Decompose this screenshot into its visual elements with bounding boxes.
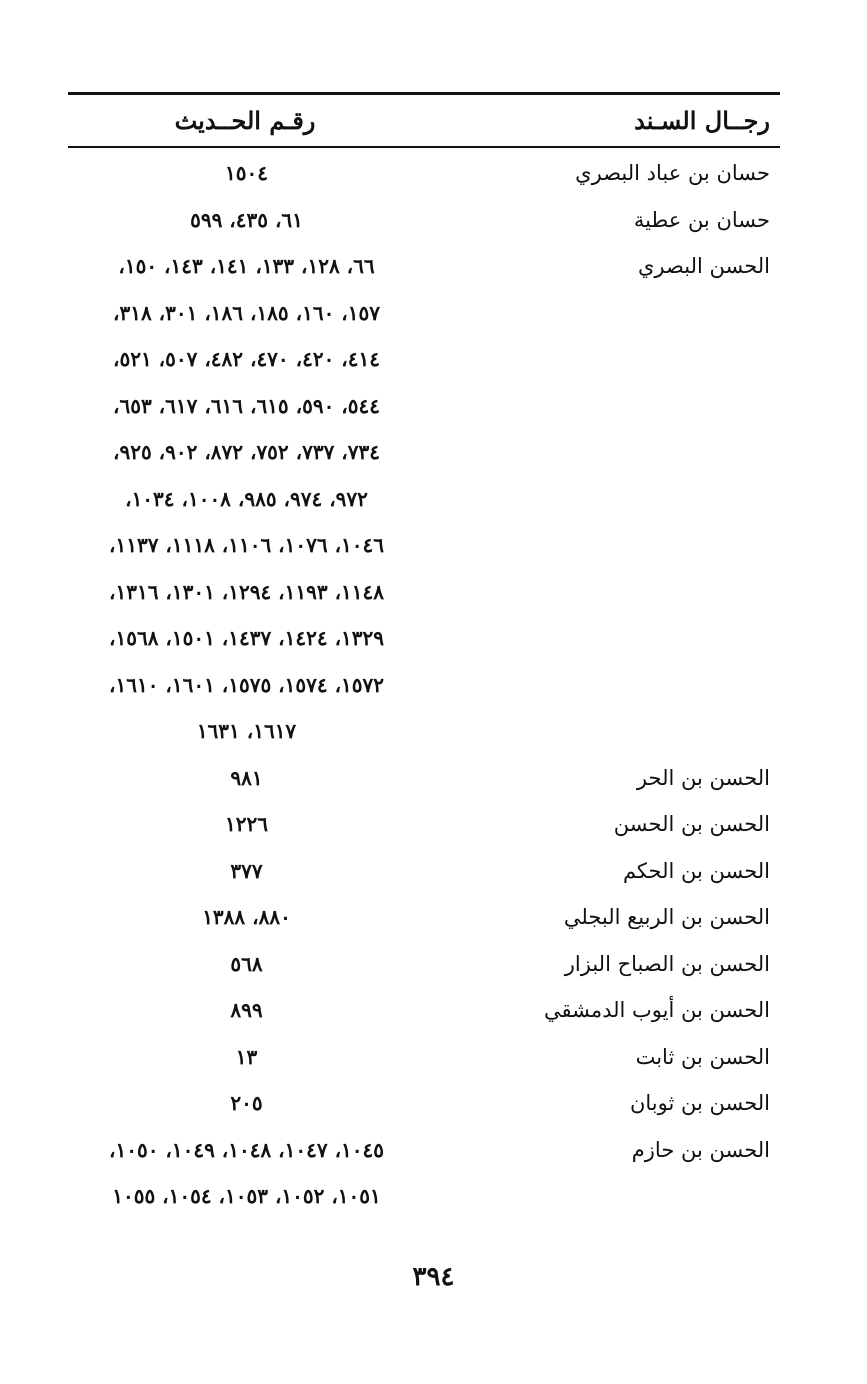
index-row bbox=[68, 1127, 780, 1220]
narrator-name: الحسن البصري bbox=[638, 254, 770, 278]
narrator-name: الحسن بن الحكم bbox=[622, 858, 770, 883]
narrator-name: الحسن بن الحسن bbox=[613, 812, 770, 836]
hadith-numbers-line: ٨٨٠، ١٣٨٨ bbox=[202, 905, 291, 929]
header-hadith-numbers: رقـم الحــديث bbox=[174, 106, 316, 135]
narrator-name: الحسن بن ثابت bbox=[635, 1044, 770, 1069]
hadith-numbers-line: ٨٩٩ bbox=[230, 998, 263, 1022]
narrator-name: حسان بن عباد البصري bbox=[575, 161, 770, 185]
hadith-number-list bbox=[68, 941, 425, 988]
hadith-number-list bbox=[68, 1127, 425, 1220]
hadith-numbers-line: ١٠٤٥، ١٠٤٧، ١٠٤٨، ١٠٤٩، ١٠٥٠، bbox=[109, 1137, 384, 1162]
hadith-numbers-line: ٤١٤، ٤٢٠، ٤٧٠، ٤٨٢، ٥٠٧، ٥٢١، bbox=[113, 347, 380, 371]
narrator-name: الحسن بن الحر bbox=[636, 765, 770, 790]
hadith-numbers-line: ١١٤٨، ١١٩٣، ١٢٩٤، ١٣٠١، ١٣١٦، bbox=[109, 579, 384, 604]
hadith-numbers-line: ١٥٧٢، ١٥٧٤، ١٥٧٥، ١٦٠١، ١٦١٠، bbox=[109, 672, 384, 697]
hadith-numbers-line: ١٥٠٤ bbox=[225, 161, 268, 185]
hadith-numbers-line: ٢٠٥ bbox=[230, 1091, 263, 1115]
index-row bbox=[68, 848, 780, 895]
index-row bbox=[68, 801, 780, 848]
hadith-numbers-line: ١٥٧، ١٦٠، ١٨٥، ١٨٦، ٣٠١، ٣١٨، bbox=[113, 300, 380, 325]
index-row bbox=[68, 197, 780, 244]
table-header bbox=[68, 98, 780, 144]
index-row bbox=[68, 987, 780, 1034]
narrator-name: الحسن بن الصباح البزار bbox=[564, 951, 770, 976]
hadith-number-list bbox=[68, 848, 425, 895]
hadith-number-list bbox=[68, 801, 425, 848]
hadith-numbers-line: ١٣٢٩، ١٤٢٤، ١٤٣٧، ١٥٠١، ١٥٦٨، bbox=[109, 626, 384, 650]
hadith-number-list bbox=[68, 1080, 425, 1127]
index-row bbox=[68, 150, 780, 197]
hadith-number-list bbox=[68, 755, 425, 802]
hadith-numbers-line: ١٣ bbox=[235, 1044, 258, 1069]
hadith-numbers-line: ١٦١٧، ١٦٣١ bbox=[196, 719, 297, 743]
index-row bbox=[68, 1080, 780, 1127]
index-row bbox=[68, 243, 780, 755]
top-rule bbox=[68, 92, 780, 95]
hadith-numbers-line: ٥٤٤، ٥٩٠، ٦١٥، ٦١٦، ٦١٧، ٦٥٣، bbox=[113, 393, 380, 418]
narrator-name: الحسن بن الربيع البجلي bbox=[563, 905, 770, 929]
hadith-numbers-line: ١٢٢٦ bbox=[225, 812, 268, 836]
narrator-name: الحسن بن ثوبان bbox=[629, 1091, 770, 1115]
header-rule bbox=[68, 146, 780, 148]
index-row bbox=[68, 1034, 780, 1081]
page-number: ٣٩٤ bbox=[412, 1262, 455, 1292]
index-row bbox=[68, 941, 780, 988]
hadith-numbers-line: ٦١، ٤٣٥، ٥٩٩ bbox=[190, 207, 303, 232]
index-row bbox=[68, 755, 780, 802]
hadith-numbers-line: ١٠٤٦، ١٠٧٦، ١١٠٦، ١١١٨، ١١٣٧، bbox=[109, 533, 384, 557]
hadith-numbers-line: ٧٣٤، ٧٣٧، ٧٥٢، ٨٧٢، ٩٠٢، ٩٢٥، bbox=[113, 440, 380, 464]
hadith-numbers-line: ٥٦٨ bbox=[230, 951, 263, 976]
narrator-name: حسان بن عطية bbox=[633, 207, 770, 232]
hadith-numbers-line: ٩٨١ bbox=[230, 765, 263, 790]
hadith-numbers-line: ٣٧٧ bbox=[230, 858, 263, 883]
narrator-name: الحسن بن حازم bbox=[631, 1137, 770, 1162]
hadith-number-list bbox=[68, 150, 425, 197]
narrator-name: الحسن بن أيوب الدمشقي bbox=[543, 998, 770, 1022]
index-row bbox=[68, 894, 780, 941]
hadith-number-list bbox=[68, 987, 425, 1034]
index-table bbox=[68, 150, 780, 1220]
hadith-number-list bbox=[68, 894, 425, 941]
hadith-numbers-line: ٩٧٢، ٩٧٤، ٩٨٥، ١٠٠٨، ١٠٣٤، bbox=[125, 486, 368, 511]
hadith-number-list bbox=[68, 243, 425, 755]
hadith-number-list bbox=[68, 1034, 425, 1081]
header-narrators: رجــال السـند bbox=[634, 106, 770, 135]
hadith-number-list bbox=[68, 197, 425, 244]
hadith-numbers-line: ٦٦، ١٢٨، ١٣٣، ١٤١، ١٤٣، ١٥٠، bbox=[118, 254, 375, 278]
hadith-numbers-line: ١٠٥١، ١٠٥٢، ١٠٥٣، ١٠٥٤، ١٠٥٥ bbox=[112, 1184, 381, 1208]
